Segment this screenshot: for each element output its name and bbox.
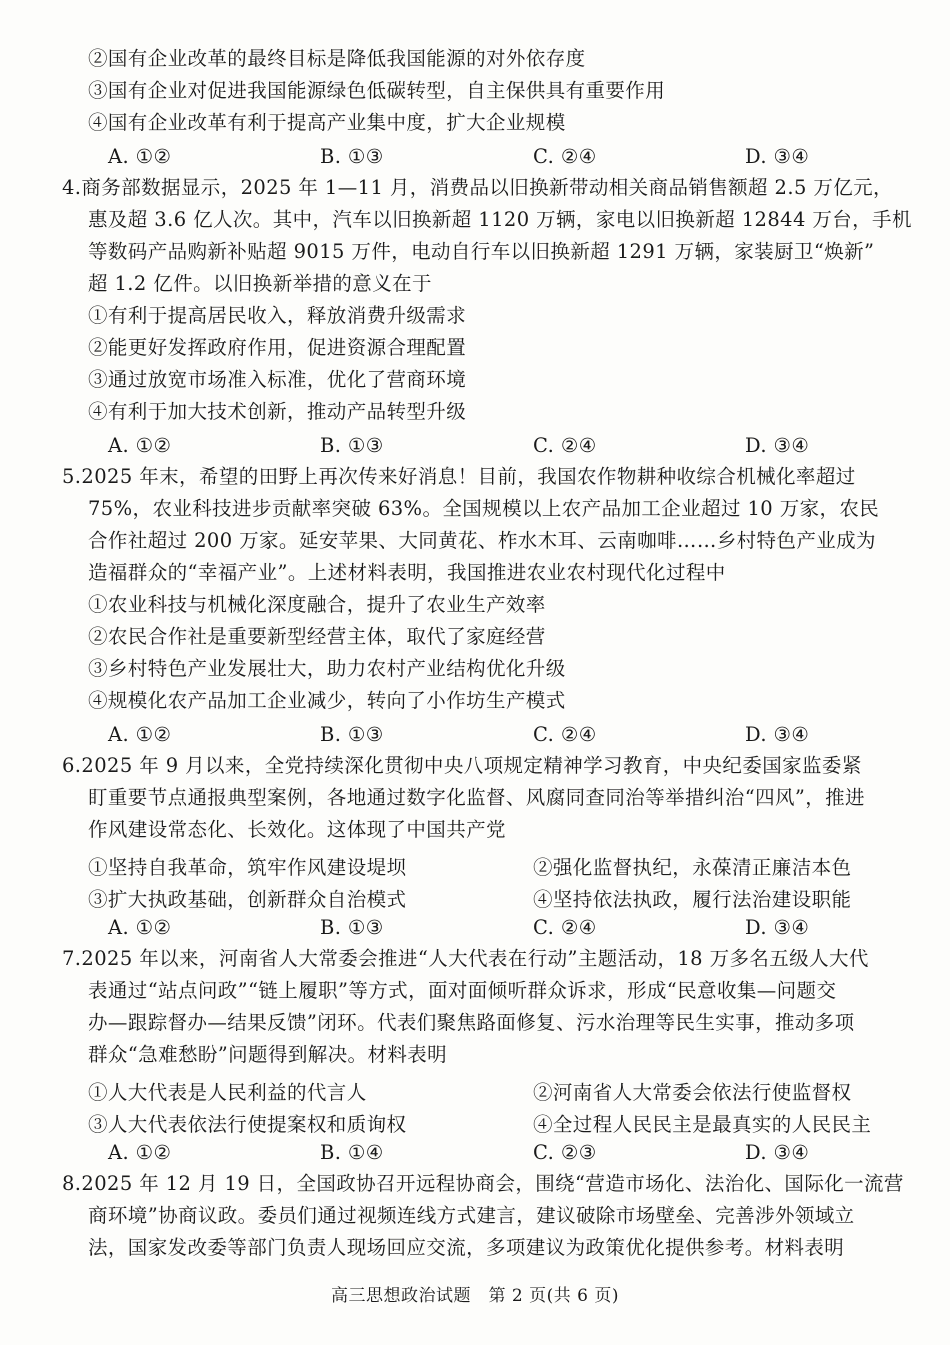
- q7-choice-c: C. ②③: [533, 1141, 597, 1164]
- q4-stem-line: 4.商务部数据显示，2025 年 1—11 月，消费品以旧换新带动相关商品销售额超 2.5 万亿元，: [62, 176, 893, 199]
- q5-choice-b: B. ①③: [320, 723, 384, 746]
- q5-option-3: ③乡村特色产业发展壮大，助力农村产业结构优化升级: [88, 657, 566, 680]
- q5-stem-line: 5.2025 年末，希望的田野上再次传来好消息！目前，我国农作物耕种收综合机械化率超过: [62, 465, 856, 488]
- q3-choice-b: B. ①③: [320, 145, 384, 168]
- q8-stem-line: 商环境”协商议政。委员们通过视频连线方式建言，建议破除市场壁垒、完善涉外领域立: [88, 1204, 855, 1227]
- q7-option-1: ①人大代表是人民利益的代言人: [88, 1081, 367, 1104]
- q3-option-4: ④国有企业改革有利于提高产业集中度，扩大企业规模: [88, 111, 566, 134]
- q6-option-3: ③扩大执政基础，创新群众自治模式: [88, 888, 407, 911]
- q4-option-2: ②能更好发挥政府作用，促进资源合理配置: [88, 336, 467, 359]
- q5-choice-d: D. ③④: [745, 723, 810, 746]
- q5-stem-line: 75%，农业科技进步贡献率突破 63%。全国规模以上农产品加工企业超过 10 万家，农民: [88, 497, 880, 520]
- q3-choice-c: C. ②④: [533, 145, 597, 168]
- q6-stem-line: 6.2025 年 9 月以来，全党持续深化贯彻中央八项规定精神学习教育，中央纪委国家监委紧: [62, 754, 862, 777]
- q7-stem-line: 办—跟踪督办—结果反馈”闭环。代表们聚焦路面修复、污水治理等民生实事，推动多项: [88, 1011, 855, 1034]
- q5-option-4: ④规模化农产品加工企业减少，转向了小作坊生产模式: [88, 689, 566, 712]
- q6-choice-b: B. ①③: [320, 916, 384, 939]
- q7-option-4: ④全过程人民民主是最真实的人民民主: [533, 1113, 872, 1136]
- q6-option-1: ①坚持自我革命，筑牢作风建设堤坝: [88, 856, 407, 879]
- q5-stem-line: 造福群众的“幸福产业”。上述材料表明，我国推进农业农村现代化过程中: [88, 561, 726, 584]
- q6-stem-line: 作风建设常态化、长效化。这体现了中国共产党: [88, 818, 506, 841]
- q4-option-3: ③通过放宽市场准入标准，优化了营商环境: [88, 368, 467, 391]
- q4-choice-d: D. ③④: [745, 434, 810, 457]
- q8-stem-line: 法，国家发改委等部门负责人现场回应交流，多项建议为政策优化提供参考。材料表明: [88, 1236, 845, 1259]
- q4-stem-line: 惠及超 3.6 亿人次。其中，汽车以旧换新超 1120 万辆，家电以旧换新超 12844 万台，手机: [88, 208, 912, 231]
- q5-choice-c: C. ②④: [533, 723, 597, 746]
- q4-option-4: ④有利于加大技术创新，推动产品转型升级: [88, 400, 467, 423]
- q7-option-2: ②河南省人大常委会依法行使监督权: [533, 1081, 852, 1104]
- q4-stem-line: 超 1.2 亿件。以旧换新举措的意义在于: [88, 272, 432, 295]
- q4-choice-c: C. ②④: [533, 434, 597, 457]
- q3-option-3: ③国有企业对促进我国能源绿色低碳转型，自主保供具有重要作用: [88, 79, 666, 102]
- q5-choice-a: A. ①②: [108, 723, 172, 746]
- q6-choice-d: D. ③④: [745, 916, 810, 939]
- q7-stem-line: 群众“急难愁盼”问题得到解决。材料表明: [88, 1043, 448, 1066]
- q4-choice-a: A. ①②: [108, 434, 172, 457]
- q7-choice-b: B. ①④: [320, 1141, 384, 1164]
- q7-option-3: ③人大代表依法行使提案权和质询权: [88, 1113, 407, 1136]
- q6-choice-c: C. ②④: [533, 916, 597, 939]
- q3-choice-d: D. ③④: [745, 145, 810, 168]
- q7-choice-d: D. ③④: [745, 1141, 810, 1164]
- q3-option-2: ②国有企业改革的最终目标是降低我国能源的对外依存度: [88, 47, 586, 70]
- q8-stem-line: 8.2025 年 12 月 19 日，全国政协召开远程协商会，围绕“营造市场化、法治化、国际化一流营: [62, 1172, 904, 1195]
- q4-stem-line: 等数码产品购新补贴超 9015 万件，电动自行车以旧换新超 1291 万辆，家装厨卫“焕新”: [88, 240, 875, 263]
- q6-option-4: ④坚持依法执政，履行法治建设职能: [533, 888, 852, 911]
- q7-stem-line: 表通过“站点问政”“链上履职”等方式，面对面倾听群众诉求，形成“民意收集—问题交: [88, 979, 837, 1002]
- q6-stem-line: 盯重要节点通报典型案例，各地通过数字化监督、风腐同查同治等举措纠治“四风”，推进: [88, 786, 865, 809]
- q6-option-2: ②强化监督执纪，永葆清正廉洁本色: [533, 856, 852, 879]
- q7-stem-line: 7.2025 年以来，河南省人大常委会推进“人大代表在行动”主题活动，18 万多名五级人大代: [62, 947, 869, 970]
- q4-option-1: ①有利于提高居民收入，释放消费升级需求: [88, 304, 467, 327]
- q3-choice-a: A. ①②: [108, 145, 172, 168]
- q5-option-2: ②农民合作社是重要新型经营主体，取代了家庭经营: [88, 625, 546, 648]
- q5-option-1: ①农业科技与机械化深度融合，提升了农业生产效率: [88, 593, 546, 616]
- q4-choice-b: B. ①③: [320, 434, 384, 457]
- q5-stem-line: 合作社超过 200 万家。延安苹果、大同黄花、柞水木耳、云南咖啡……乡村特色产业成为: [88, 529, 876, 552]
- q6-choice-a: A. ①②: [108, 916, 172, 939]
- page-footer: 高三思想政治试题 第 2 页(共 6 页): [330, 1286, 619, 1306]
- q7-choice-a: A. ①②: [108, 1141, 172, 1164]
